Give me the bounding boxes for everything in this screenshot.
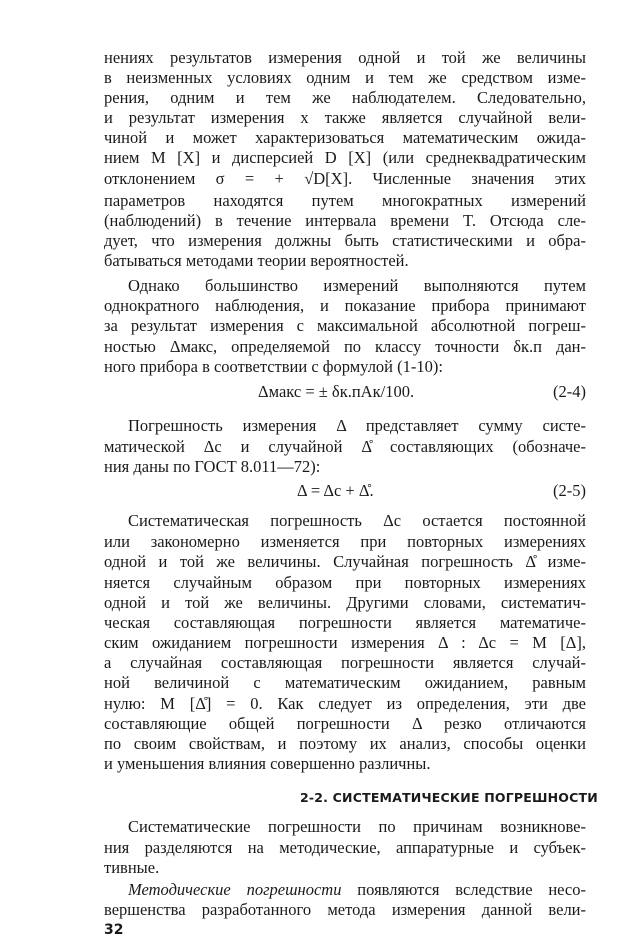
- text-line: (наблюдений) в течение интервала времени T. Отсюда сле-: [104, 211, 586, 230]
- text-fragment: появляются вследствие несо-: [357, 880, 586, 899]
- equation-number: (2-5): [553, 481, 586, 500]
- text-line: Погрешность измерения Δ представляет сумму систе-: [128, 416, 586, 435]
- text-line: или закономерно изменяется при повторных измерениях: [104, 532, 586, 551]
- equation-number: (2-4): [553, 382, 586, 401]
- text-line: ческая составляющая погрешности является математиче-: [104, 613, 586, 632]
- text-line: одной и той же величины. Другими словами, систематич-: [104, 593, 586, 612]
- text-line: отклонением σ = + √D[X]. Численные значения этих: [104, 169, 586, 188]
- section-heading: 2-2. СИСТЕМАТИЧЕСКИЕ ПОГРЕШНОСТИ: [300, 790, 598, 805]
- text-line: составляющие общей погрешности Δ резко отличаются: [104, 714, 586, 733]
- text-line: Систематические погрешности по причинам возникнове-: [128, 817, 586, 836]
- text-line: ного прибора в соответствии с формулой (1-10):: [104, 357, 443, 376]
- text-line: дует, что измерения должны быть статистическими и обра-: [104, 231, 586, 250]
- text-line: а случайная составляющая погрешности является случай-: [104, 653, 586, 672]
- text-line: чиной и может характеризоваться математическим ожида-: [104, 128, 586, 147]
- text-line: ностью Δмакс, определяемой по классу точности δк.п дан-: [104, 337, 586, 356]
- text-line: одной и той же величины. Случайная погрешность Δ̊ изме-: [104, 552, 586, 571]
- text-line: нулю: M [Δ̊] = 0. Как следует из определения, эти две: [104, 694, 586, 713]
- text-line: няется случайным образом при повторных измерениях: [104, 573, 586, 592]
- text-line: нием M [X] и дисперсией D [X] (или среднеквадратическим: [104, 148, 586, 167]
- text-line: Однако большинство измерений выполняются путем: [128, 276, 586, 295]
- text-line: матической Δc и случайной Δ̊ составляющих (обозначе-: [104, 437, 586, 456]
- text-line: и уменьшения влияния совершенно различны.: [104, 754, 431, 773]
- text-line: ния разделяются на методические, аппаратурные и субъек-: [104, 838, 586, 857]
- equation-2-5: Δ = Δc + Δ̊.: [297, 481, 374, 500]
- text-line: и результат измерения x также является случайной вели-: [104, 108, 586, 127]
- text-line: по своим свойствам, и поэтому их анализ, способы оценки: [104, 734, 586, 753]
- text-line: в неизменных условиях одним и тем же средством изме-: [104, 68, 586, 87]
- text-line: вершенства разработанного метода измерения данной вели-: [104, 900, 586, 919]
- italic-term: Методические погрешности: [128, 880, 342, 899]
- text-line: батываться методами теории вероятностей.: [104, 251, 409, 270]
- text-line: рения, одним и тем же наблюдателем. Следовательно,: [104, 88, 586, 107]
- text-line: нениях результатов измерения одной и той же величины: [104, 48, 586, 67]
- text-line: Систематическая погрешность Δc остается постоянной: [128, 511, 586, 530]
- text-line: однократного наблюдения, и показание прибора принимают: [104, 296, 586, 315]
- text-line: ной величиной с математическим ожиданием, равным: [104, 673, 586, 692]
- equation-2-4: Δмакс = ± δк.пAк/100.: [258, 382, 415, 401]
- text-line: [128, 880, 586, 900]
- text-line: ния даны по ГОСТ 8.011—72):: [104, 457, 321, 476]
- text-line: за результат измерения с максимальной абсолютной погреш-: [104, 316, 586, 335]
- page-number: 32: [104, 922, 124, 938]
- text-line: параметров находятся путем многократных измерений: [104, 191, 586, 210]
- text-line: тивные.: [104, 858, 160, 877]
- text-line: ским ожиданием погрешности измерения Δ : Δc = M [Δ],: [104, 633, 586, 652]
